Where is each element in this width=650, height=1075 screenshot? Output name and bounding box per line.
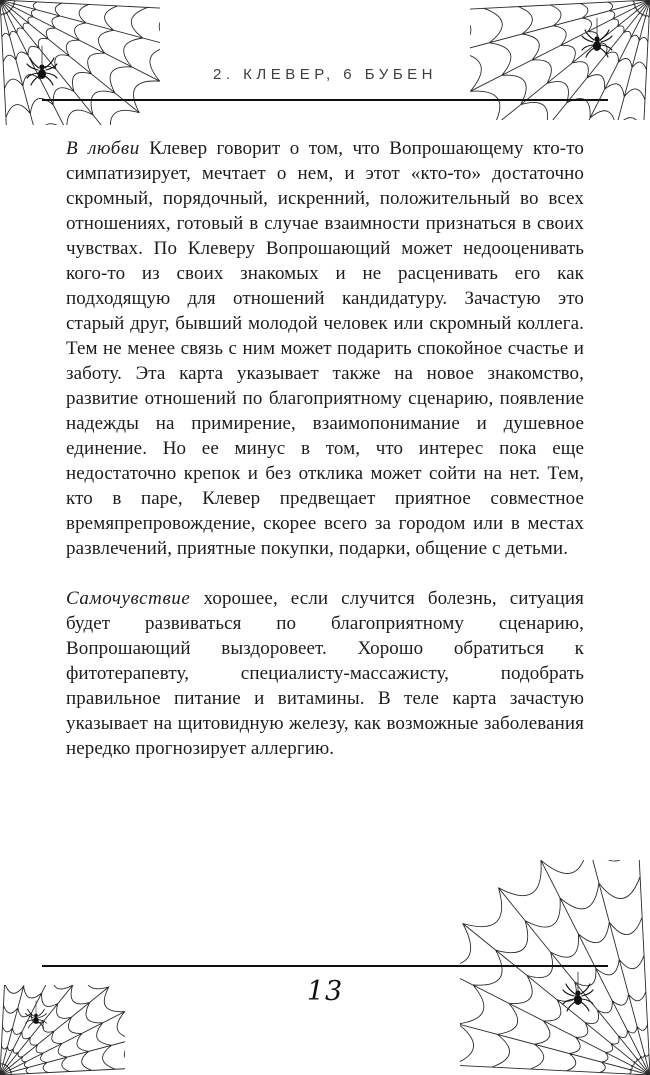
spiderweb-bottom-right-icon (460, 860, 650, 1075)
paragraph-love-text: Клевер говорит о том, что Вопрошающему кто-то симпатизирует, мечтает о нем, и этот «кто-то» достаточно скромный, порядочный, искренний, положительный во всех отношениях, готовый в случае взаимности признаться в своих чувствах. По Клеверу Вопрошающий может недооценивать кого-то из своих знакомых и не расценивать его как подходящую для отношений кандидатуру. Зачастую это старый друг, бывший молодой человек или скромный коллега. Тем не менее связь с ним может подарить спокойное счастье и заботу. Эта карта указывает также на новое знакомство, развитие отношений по благоприятному сценарию, появление надежды на примирение, взаимопонимание и душевное единение. Но ее минус в том, что интерес пока еще недостаточно крепок и без отклика может сойти на нет. Тем, кто в паре, Клевер предвещает приятное совместное времяпрепровождение, скорее всего за городом или в местах развлечений, приятные покупки, подарки, общение с детьми. (66, 138, 584, 559)
spiderweb-top-right-icon (470, 0, 650, 120)
paragraph-love (66, 136, 584, 561)
bottom-rule (42, 965, 608, 967)
paragraph-love-lead: В любви (66, 138, 140, 159)
page-number: 13 (306, 976, 344, 1007)
paragraph-health-lead: Самочувствие (66, 588, 191, 609)
page-body-text (66, 136, 584, 761)
spiderweb-top-left-icon (0, 0, 160, 125)
paragraph-health-text: хорошее, если случится болезнь, ситуация будет развиваться по благоприятному сценарию, Вопрошающий выздоровеет. Хорошо обратиться к фитотерапевту, специалисту-массажисту, подобрать правильное питание и витамины. В теле карта зачастую указывает на щитовидную железу, как возможные заболевания нередко прогнозирует аллергию. (66, 588, 584, 759)
chapter-title: 2. КЛЕВЕР, 6 БУБЕН (213, 66, 437, 83)
top-rule (42, 99, 608, 101)
paragraph-health (66, 586, 584, 761)
